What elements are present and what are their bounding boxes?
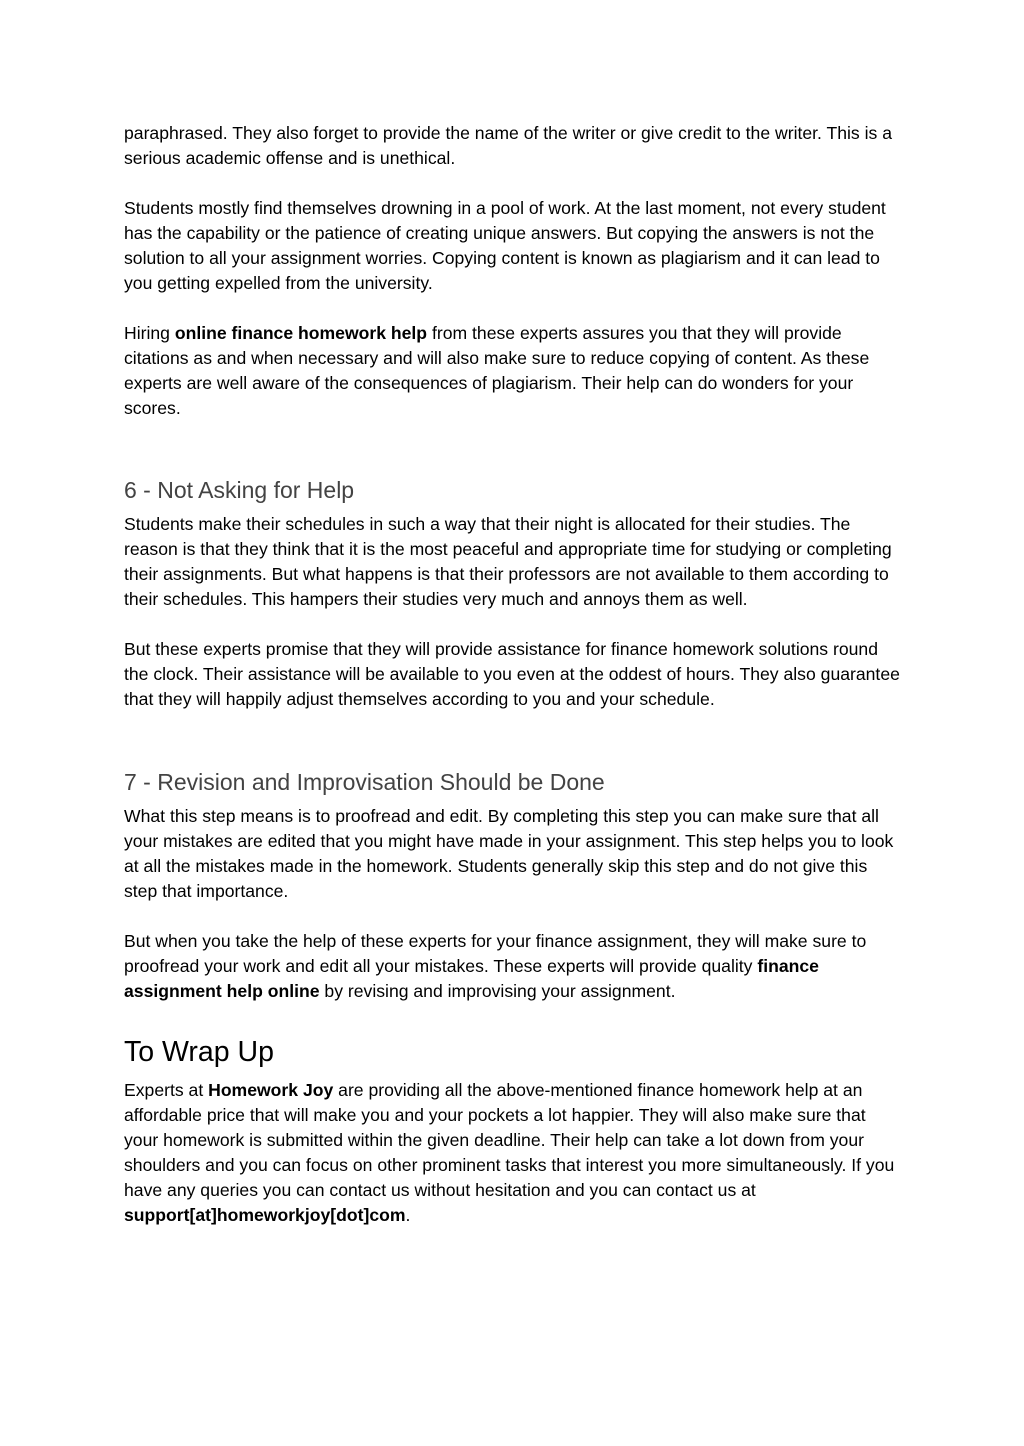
wrap-up-paragraph xyxy=(124,1078,904,1228)
keyword-online-finance-homework-help: online finance homework help xyxy=(174,323,428,343)
wrap-up-heading: To Wrap Up xyxy=(124,1036,274,1068)
brand-homework-joy: Homework Joy xyxy=(208,1080,334,1100)
wrap-up-text-middle: are providing all the above-mentioned finance homework help at an affordable price that will make you and your pockets a lot happier. They will also make sure that your homework is submitted within the given deadline. Their help can take a lot down from your shoulders and you can focus on other prominent tasks that interest you more simultaneously. If you have any queries you can contact us without hesitation and you can contact us at xyxy=(124,1080,895,1200)
wrap-up-text-start: Experts at xyxy=(124,1080,209,1100)
support-email: support[at]homeworkjoy[dot]com xyxy=(124,1205,406,1225)
keyword-finance-assignment-help-online: finance assignment help online xyxy=(124,956,819,1001)
intro-paragraph-1: paraphrased. They also forget to provide the name of the writer or give credit to the writer. This is a serious academic offense and is unethical. xyxy=(124,123,892,168)
section-6-heading: 6 - Not Asking for Help xyxy=(124,477,355,503)
wrap-up-text-end: . xyxy=(405,1205,411,1225)
intro-paragraph-3-text: Hiring xyxy=(124,323,175,343)
section-7-paragraph-2-text-end: by revising and improvising your assignment. xyxy=(319,981,676,1001)
intro-paragraph-3 xyxy=(124,321,904,421)
intro-paragraph-2: Students mostly find themselves drowning in a pool of work. At the last moment, not every student has the capability or the patience of creating unique answers. But copying the answers is not the solution to all your assignment worries. Copying content is known as plagiarism and it can lead to you getting expelled from the university. xyxy=(124,198,886,293)
section-6-paragraph-2: But these experts promise that they will provide assistance for finance homework solutions round the clock. Their assistance will be available to you even at the oddest of hours. They also guarantee that they will happily adjust themselves according to you and your schedule. xyxy=(124,639,900,709)
section-6-paragraph-1: Students make their schedules in such a way that their night is allocated for their studies. The reason is that they think that it is the most peaceful and appropriate time for studying or completing their assignments. But what happens is that their professors are not available to them according to their schedules. This hampers their studies very much and annoys them as well. xyxy=(124,514,892,609)
section-7-heading: 7 - Revision and Improvisation Should be Done xyxy=(124,769,605,795)
document-page xyxy=(124,121,904,1228)
section-7-paragraph-2-text: But when you take the help of these experts for your finance assignment, they will make sure to proofread your work and edit all your mistakes. These experts will provide quality xyxy=(124,931,867,976)
section-7-paragraph-2 xyxy=(124,929,904,1004)
section-7-paragraph-1: What this step means is to proofread and edit. By completing this step you can make sure that all your mistakes are edited that you might have made in your assignment. This step helps you to look at all the mistakes made in the homework. Students generally skip this step and do not give this step that importance. xyxy=(124,806,894,901)
intro-paragraph-3-text-end: from these experts assures you that they will provide citations as and when necessary and will also make sure to reduce copying of content. As these experts are well aware of the consequences of plagiarism. Their help can do wonders for your scores. xyxy=(124,323,870,418)
